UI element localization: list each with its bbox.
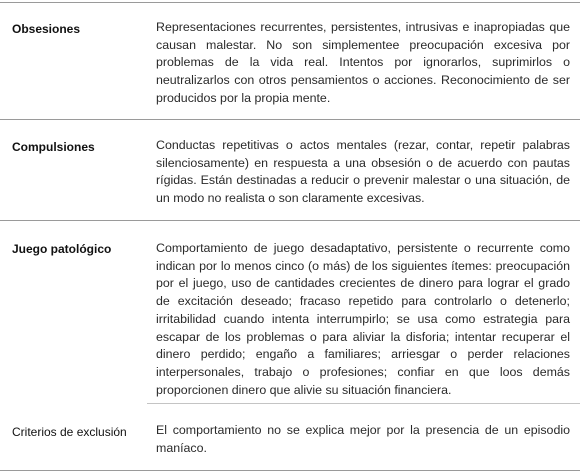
row-divider-partial [147, 403, 580, 404]
row-definition: Representaciones recurrentes, persistentes, intrusivas e inapropiadas que causan malestar. No son simplementee preocupación excesiva por problemas de la vida real. Intentos por ignorarlos, suprimirlos o neutralizarlos con otros pensamientos o acciones. Reconocimiento de ser producidos por la propia mente. [156, 20, 570, 105]
table-bottom-rule [0, 470, 580, 471]
row-term: Juego patológico [12, 242, 112, 256]
row-term: Criterios de exclusión [12, 425, 127, 439]
row-definition: Comportamiento de juego desadaptativo, persistente o recurrente como indican por lo menos cinco (o más) de los siguientes ítemes: preocupación por el juego, uso de cantidades crecientes de dinero para lograr el grado de excitación deseado; fracaso repetido para controlarlo o detenerlo; irritabilidad cuando intenta interrumpirlo; se usa como estrategia para escapar de los problemas o para aliviar la disforia; intentar recuperar el dinero perdido; engaño a familiares; arriesgar o perder relaciones interpersonales, trabajo o profesiones; confiar en que loos demás proporcionen dinero que alivie su situación financiera. [156, 241, 570, 397]
table-top-rule [0, 2, 580, 3]
row-term: Compulsiones [12, 140, 95, 154]
row-divider [0, 119, 580, 120]
row-term: Obsesiones [12, 22, 81, 36]
row-definition: El comportamiento no se explica mejor por la presencia de un episodio maníaco. [156, 423, 570, 455]
row-definition: Conductas repetitivas o actos mentales (rezar, contar, repetir palabras silenciosamente) en respuesta a una obsesión o de acuerdo con pautas rígidas. Están destinadas a reducir o prevenir malestar o una situación, de un modo no realista o son claramente excesivas. [156, 138, 570, 206]
row-divider [0, 220, 580, 221]
